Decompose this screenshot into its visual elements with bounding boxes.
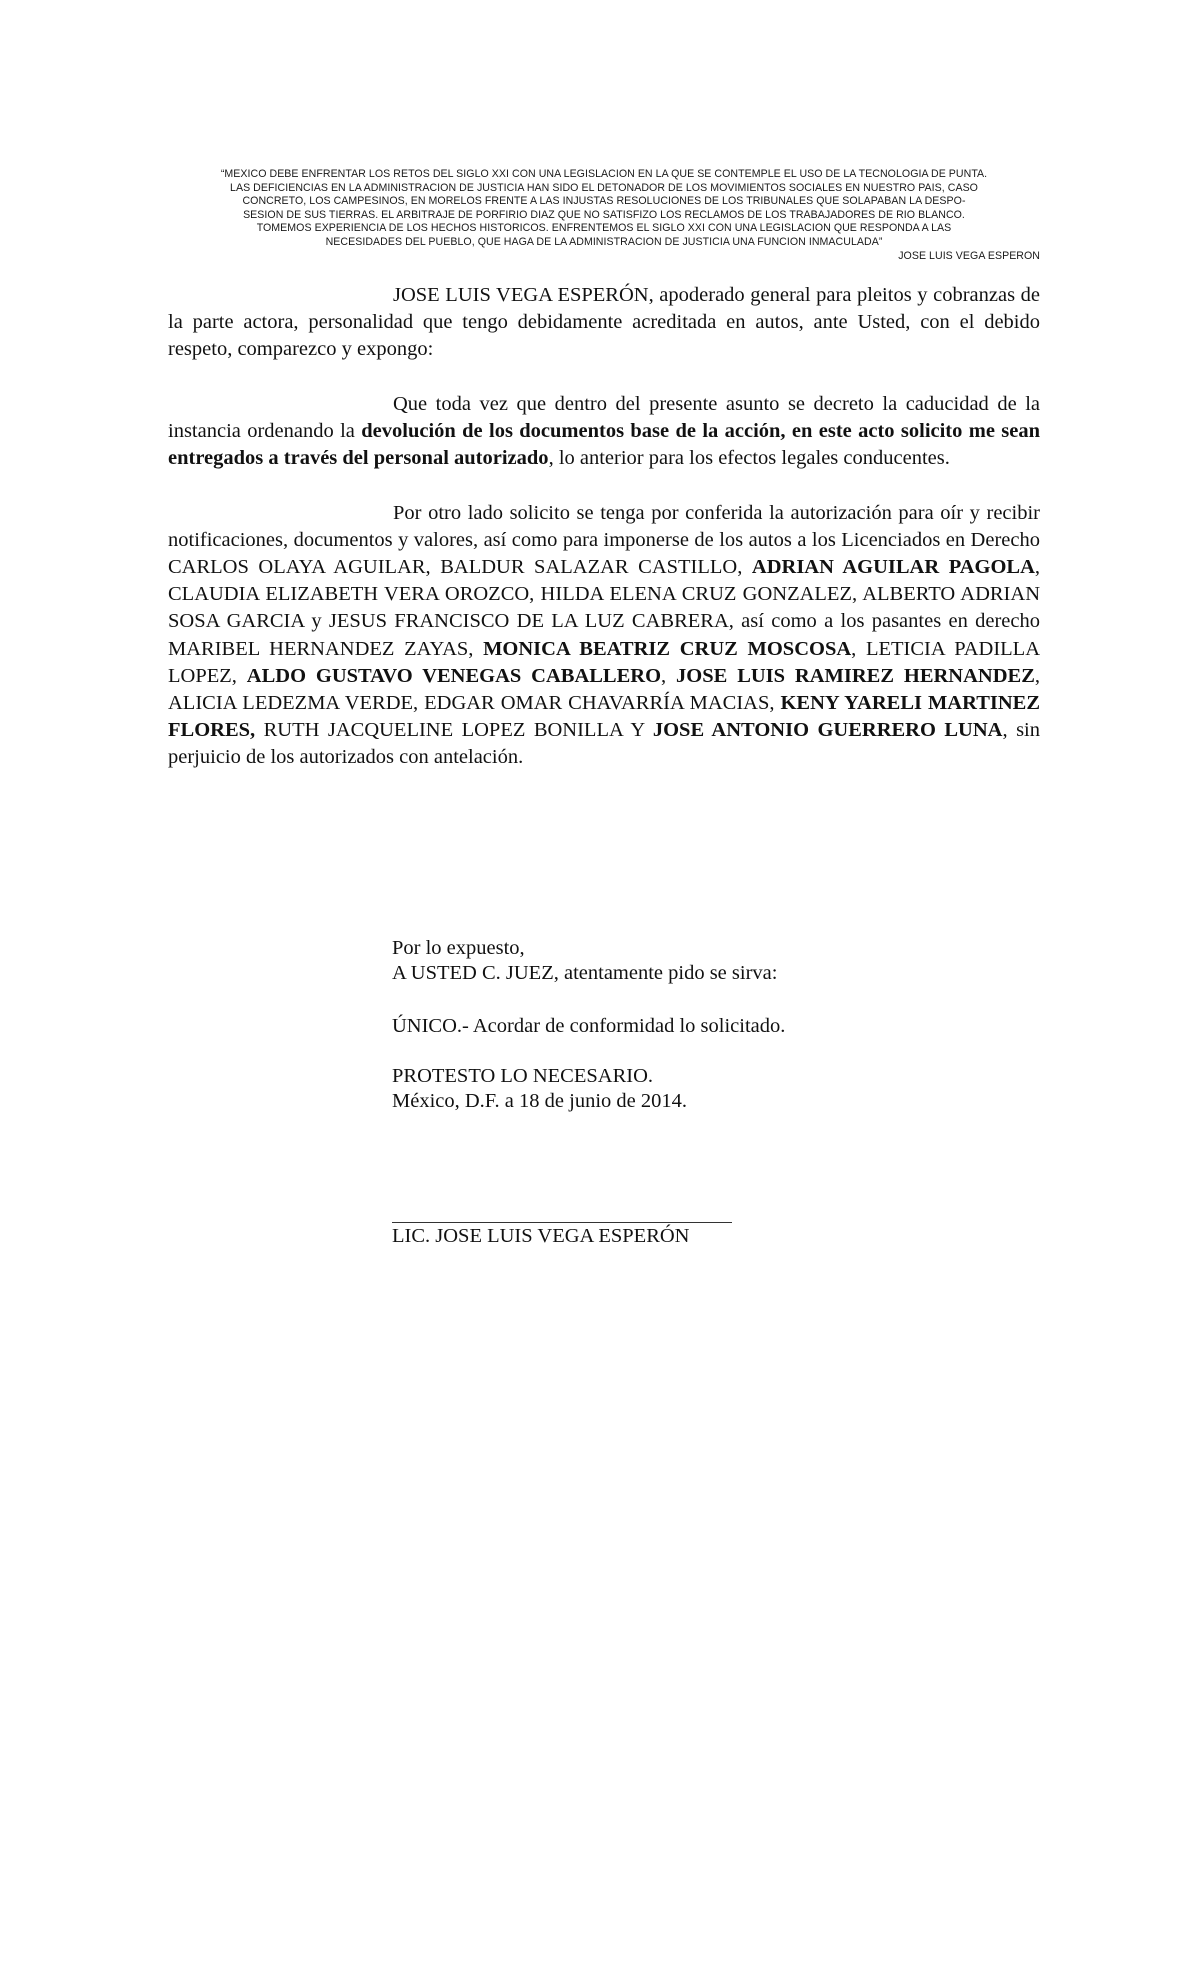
bold-name: JOSE LUIS RAMIREZ HERNANDEZ [676, 664, 1035, 687]
paragraph-text: , LETICIA PADILLA LOPEZ, [168, 637, 1040, 687]
paragraph-text: , lo anterior para los efectos legales conducentes. [548, 447, 950, 470]
closing-block [392, 936, 1032, 1114]
paragraph-text: Por otro lado solicito se tenga por conferida la autorización para oír y recibir notificaciones, documentos y valores, así como para imponerse de los autos a los Licenciados en Derecho CARLOS OLAYA AGUILAR, BALDUR SALAZAR CASTILLO, [168, 501, 1040, 578]
bold-name: ADRIAN AGUILAR PAGOLA [751, 556, 1035, 578]
bold-name: KENY YARELI MARTINEZ FLORES, [168, 692, 1040, 742]
epigraph-line: “MEXICO DEBE ENFRENTAR LOS RETOS DEL SIGLO XXI CON UNA LEGISLACION EN LA QUE SE CONTEMPLE EL USO DE LA TECNOLOGIA DE PUNTA. [220, 168, 988, 180]
paragraph-text: , [661, 664, 677, 687]
paragraph-text: RUTH JACQUELINE LOPEZ BONILLA Y [255, 719, 653, 742]
closing-line: A USTED C. JUEZ, atentamente pido se sirva: [392, 962, 778, 984]
signature-line [392, 1222, 732, 1223]
bold-name: JOSE ANTONIO GUERRERO LUNA [652, 719, 1003, 742]
paragraph-text: , sin perjuicio de los autorizados con antelación. [168, 719, 1040, 769]
closing-line: Por lo expuesto, [392, 937, 525, 959]
closing-line: México, D.F. a 18 de junio de 2014. [392, 1090, 687, 1112]
closing-line: ÚNICO.- Acordar de conformidad lo solicitado. [392, 1015, 786, 1037]
signature-name: LIC. JOSE LUIS VEGA ESPERÓN [392, 1225, 690, 1247]
bold-name: ALDO GUSTAVO VENEGAS CABALLERO [246, 664, 662, 687]
paragraph-introduction: JOSE LUIS VEGA ESPERÓN, apoderado general para pleitos y cobranzas de la parte actora, personalidad que tengo debidamente acreditada en autos, ante Usted, con el debido respeto, comparezco y expongo: [168, 284, 1040, 361]
paragraph-text: Que toda vez que dentro del presente asunto se decreto la caducidad de la instancia ordenando la [168, 392, 1040, 442]
closing-line: PROTESTO LO NECESARIO. [392, 1065, 654, 1087]
epigraph-line: NECESIDADES DEL PUEBLO, QUE HAGA DE LA ADMINISTRACION DE JUSTICIA UNA FUNCION INMACULADA” [325, 235, 883, 248]
paragraph-request-documents [168, 391, 1040, 473]
epigraph-line: TOMEMOS EXPERIENCIA DE LOS HECHOS HISTORICOS. ENFRENTEMOS EL SIGLO XXI CON UNA LEGISLACION QUE RESPONDA A LAS [256, 222, 952, 235]
epigraph-author: JOSE LUIS VEGA ESPERON [898, 249, 1040, 262]
epigraph-line: SESION DE SUS TIERRAS. EL ARBITRAJE DE PORFIRIO DIAZ QUE NO SATISFIZO LOS RECLAMOS DE LOS TRABAJADORES DE RIO BLANCO. [243, 208, 965, 221]
paragraph-text: , ALICIA LEDEZMA VERDE, EDGAR OMAR CHAVARRÍA MACIAS, [168, 664, 1040, 715]
bold-request-text: devolución de los documentos base de la acción, en este acto solicito me sean entregados a través del personal autorizado [168, 420, 1040, 470]
document-body [168, 282, 1040, 799]
epigraph-line: CONCRETO, LOS CAMPESINOS, EN MORELOS FRENTE A LAS INJUSTAS RESOLUCIONES DE LOS TRIBUNALES QUE SOLAPABAN LA DESPO- [242, 195, 966, 208]
epigraph-line: LAS DEFICIENCIAS EN LA ADMINISTRACION DE JUSTICIA HAN SIDO EL DETONADOR DE LOS MOVIMIENTOS SOCIALES EN NUESTRO PAIS, CASO [230, 181, 978, 194]
bold-name: MONICA BEATRIZ CRUZ MOSCOSA [483, 637, 852, 660]
epigraph-quote [168, 168, 1040, 263]
paragraph-text: , CLAUDIA ELIZABETH VERA OROZCO, HILDA ELENA CRUZ GONZALEZ, ALBERTO ADRIAN SOSA GARCIA y JESUS FRANCISCO DE LA LUZ CABRERA, así como a los pasantes en derecho MARIBEL HERNANDEZ ZAYAS, [168, 556, 1040, 660]
paragraph-authorizations [168, 500, 1040, 772]
